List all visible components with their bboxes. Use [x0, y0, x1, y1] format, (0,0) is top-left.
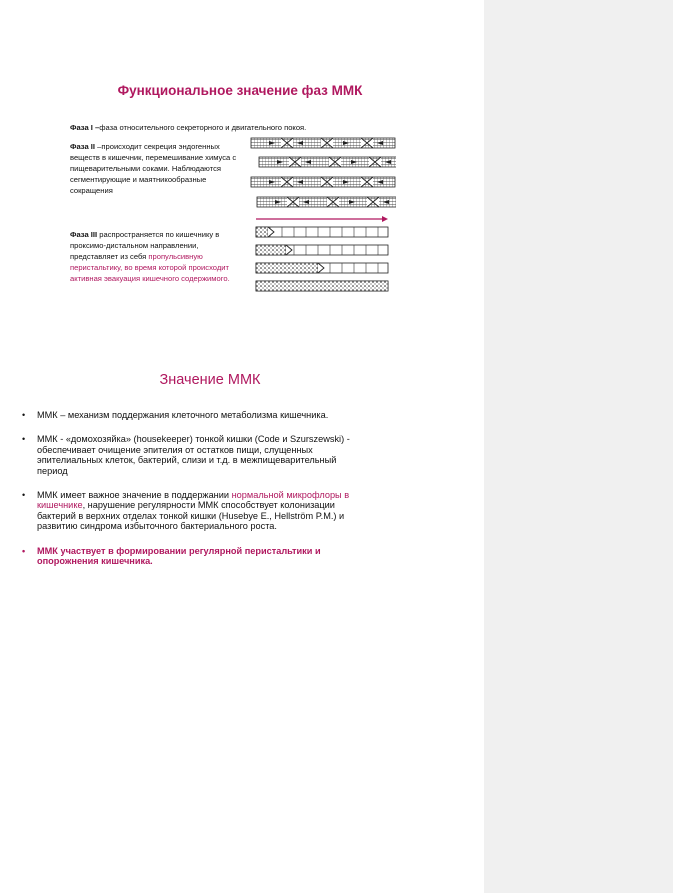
- phase3-description: [70, 229, 242, 284]
- slide2-title: Значение ММК: [159, 372, 261, 388]
- propulsive-peristalsis-diagram: [250, 212, 396, 298]
- bullet-icon: •: [22, 410, 26, 420]
- phase2-label: Фаза II: [70, 142, 96, 151]
- bullet-text: ММК – механизм поддержания клеточного метаболизма кишечника.: [37, 410, 329, 420]
- phase2-description: [70, 141, 238, 196]
- phase3-accent-text: пропульсивную перистальтику, во время которой происходит активная эвакуация кишечного содержимого.: [70, 252, 230, 283]
- list-item: [22, 490, 362, 532]
- list-item: [22, 546, 362, 567]
- phase3-label: Фаза III: [70, 230, 98, 239]
- slide1-title: Функциональное значение фаз ММК: [117, 83, 363, 98]
- gut-segment-row-3: [251, 177, 395, 187]
- bullet-text-accent: нормальной микрофлоры в кишечнике: [37, 490, 350, 511]
- phase3-text: распространяется по кишечнику в проксимо-дистальном направлении, представляет из себя: [70, 230, 220, 261]
- bullet-text: ММК участвует в формировании регулярной перистальтики и опорожнения кишечника.: [37, 545, 321, 567]
- gut-segment-row-1: [251, 138, 395, 148]
- segmentation-contractions-diagram: [250, 136, 396, 211]
- bullet-icon: •: [22, 434, 26, 445]
- bullet-icon: •: [22, 545, 26, 556]
- bullet-text: ММК - «домохозяйка» (housekeeper) тонкой кишки (Code и Szurszewski) - обеспечивает очищение эпителия от остатков пищи, слущенных эпителиальных клеток, бактерий, слизи и т.д. в межпищеварительный период: [37, 434, 350, 476]
- bullet-text-pre: ММК имеет важное значение в поддержании: [37, 490, 230, 501]
- bullet-text-post: , нарушение регулярности ММК способствует колонизации бактерий в верхних отделах тонкой кишки (Husebye E., Hellström P.M.) и развитию синдрома избыточного бактериального роста.: [37, 500, 345, 532]
- phase2-text: –происходит секреция эндогенных веществ в кишечник, перемешивание химуса с пищеварительными соками. Наблюдаются сегментирующие и маятникообразные сокращения: [70, 142, 237, 195]
- phase1-text: фаза относительного секреторного и двигательного покоя.: [99, 123, 307, 132]
- list-item: [22, 434, 362, 476]
- phase1-description: [70, 123, 390, 132]
- right-margin-panel: [484, 0, 673, 893]
- peristalsis-row-4: [256, 281, 388, 291]
- direction-arrowhead: [382, 216, 388, 222]
- phase1-label: Фаза I –: [70, 123, 100, 132]
- bullet-icon: •: [22, 490, 26, 501]
- significance-list: [22, 410, 362, 580]
- peristalsis-row-1: [256, 227, 388, 237]
- peristalsis-row-3: [256, 263, 388, 273]
- gut-segment-row-4: [257, 197, 396, 207]
- list-item: [22, 410, 362, 420]
- peristalsis-row-2: [256, 245, 388, 255]
- gut-segment-row-2: [259, 157, 396, 167]
